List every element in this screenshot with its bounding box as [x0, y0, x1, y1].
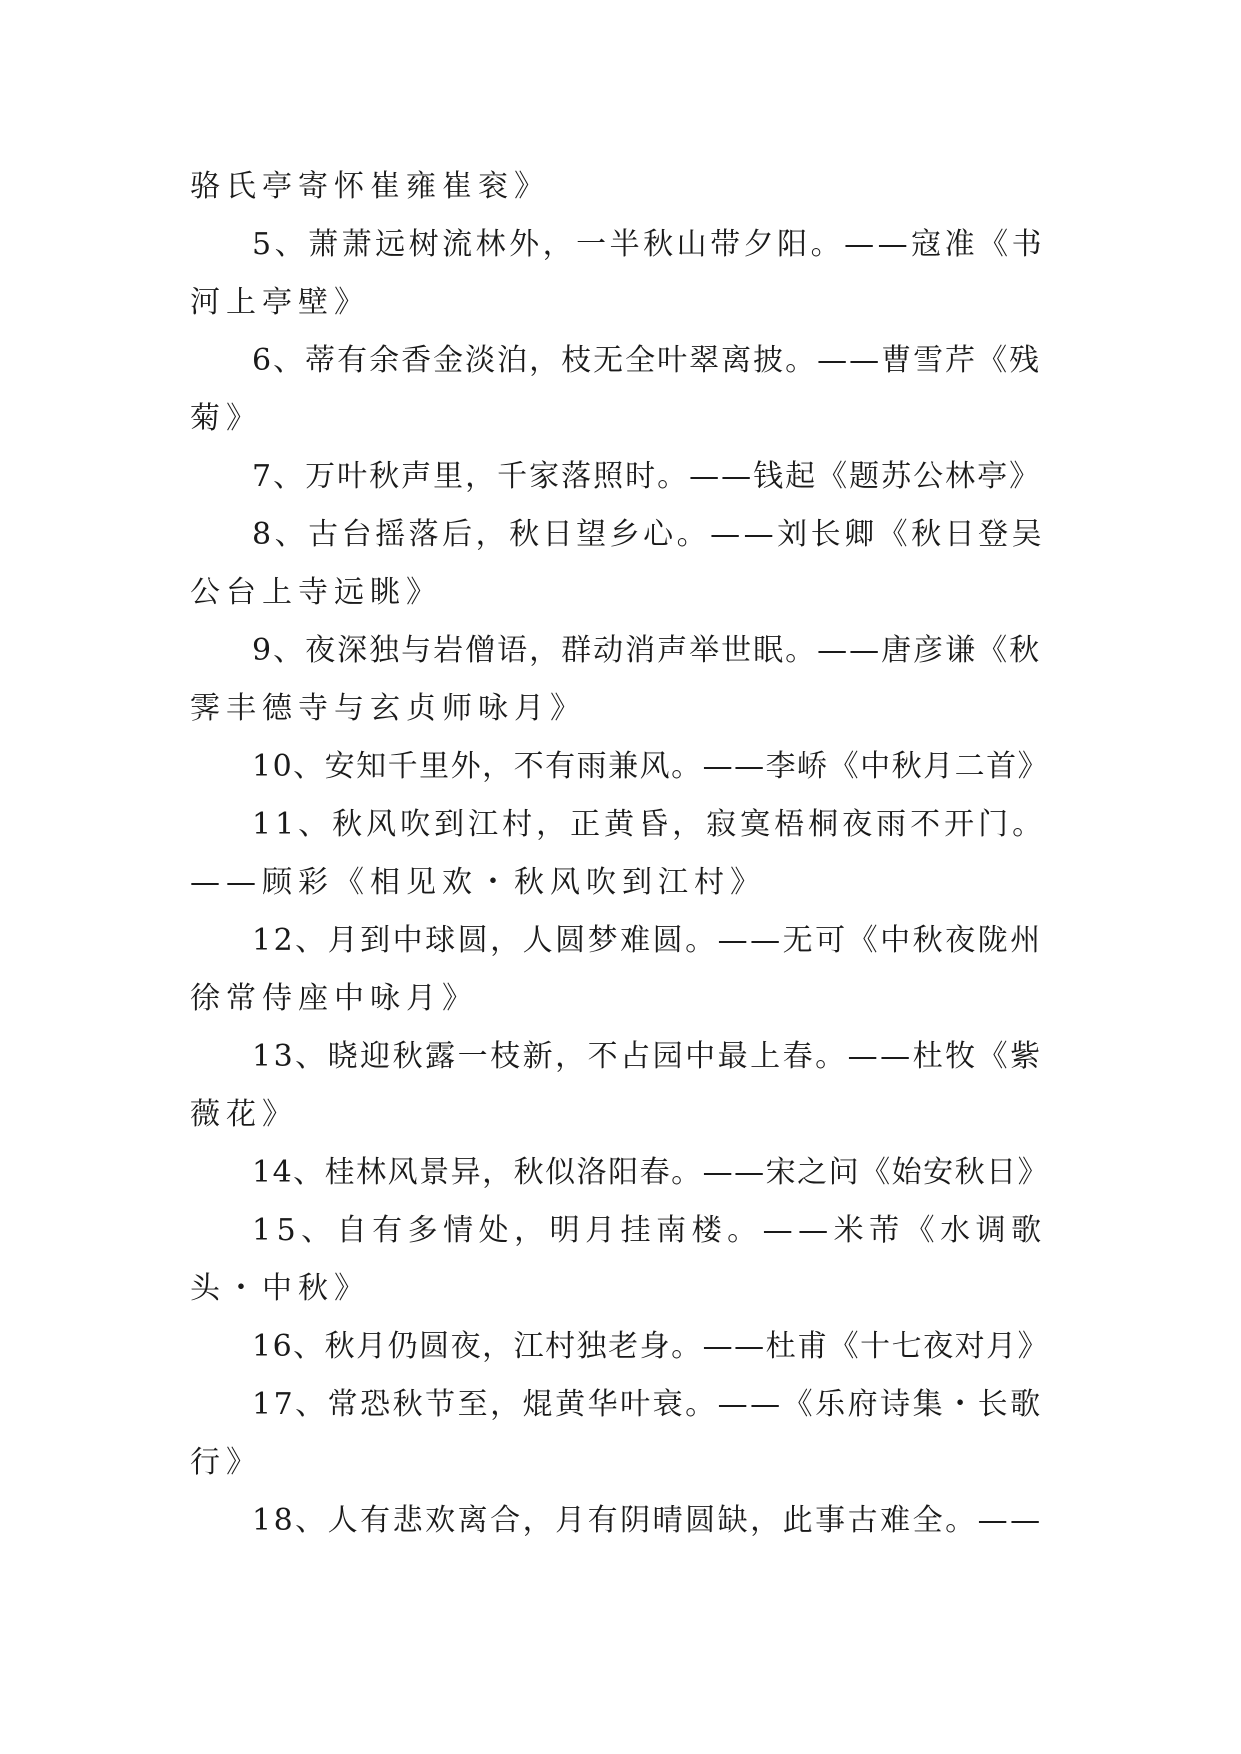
text-line: 行》 — [190, 1445, 262, 1480]
text-line: 骆氏亭寄怀崔雍崔衮》 — [190, 169, 550, 204]
text-line: 13、晓迎秋露一枝新，不占园中最上春。——杜牧《紫 — [252, 1039, 1043, 1074]
text-line: 7、万叶秋声里，千家落照时。——钱起《题苏公林亭》 — [252, 459, 1042, 494]
text-line: 5、萧萧远树流林外，一半秋山带夕阳。——寇准《书 — [252, 227, 1046, 262]
text-line: 公台上寺远眺》 — [190, 575, 442, 610]
text-line: 10、安知千里外，不有雨兼风。——李峤《中秋月二首》 — [252, 749, 1050, 784]
text-line: 18、人有悲欢离合，月有阴晴圆缺，此事古难全。—— — [252, 1503, 1043, 1538]
text-line: 9、夜深独与岩僧语，群动消声举世眠。——唐彦谦《秋 — [252, 633, 1042, 668]
document-page — [190, 158, 1050, 1550]
text-line: 12、月到中球圆，人圆梦难圆。——无可《中秋夜陇州 — [252, 923, 1043, 958]
text-line: 河上亭壁》 — [190, 285, 370, 320]
text-line: 菊》 — [190, 401, 262, 436]
text-line: 16、秋月仍圆夜，江村独老身。——杜甫《十七夜对月》 — [252, 1329, 1050, 1364]
text-line: 6、蒂有余香金淡泊，枝无全叶翠离披。——曹雪芹《残 — [252, 343, 1042, 378]
text-line: ——顾彩《相见欢・秋风吹到江村》 — [190, 865, 766, 900]
text-line: 11、秋风吹到江村，正黄昏，寂寞梧桐夜雨不开门。 — [252, 807, 1047, 842]
text-line: 14、桂林风景异，秋似洛阳春。——宋之问《始安秋日》 — [252, 1155, 1050, 1190]
text-line: 薇花》 — [190, 1097, 298, 1132]
text-line: 17、常恐秋节至，焜黄华叶衰。——《乐府诗集・长歌 — [252, 1387, 1043, 1422]
text-line: 8、古台摇落后，秋日望乡心。——刘长卿《秋日登吴 — [252, 517, 1046, 552]
text-line: 15、自有多情处，明月挂南楼。——米芾《水调歌 — [252, 1213, 1047, 1248]
text-line: 头・中秋》 — [190, 1271, 370, 1306]
text-line: 霁丰德寺与玄贞师咏月》 — [190, 691, 586, 726]
text-line: 徐常侍座中咏月》 — [190, 981, 478, 1016]
